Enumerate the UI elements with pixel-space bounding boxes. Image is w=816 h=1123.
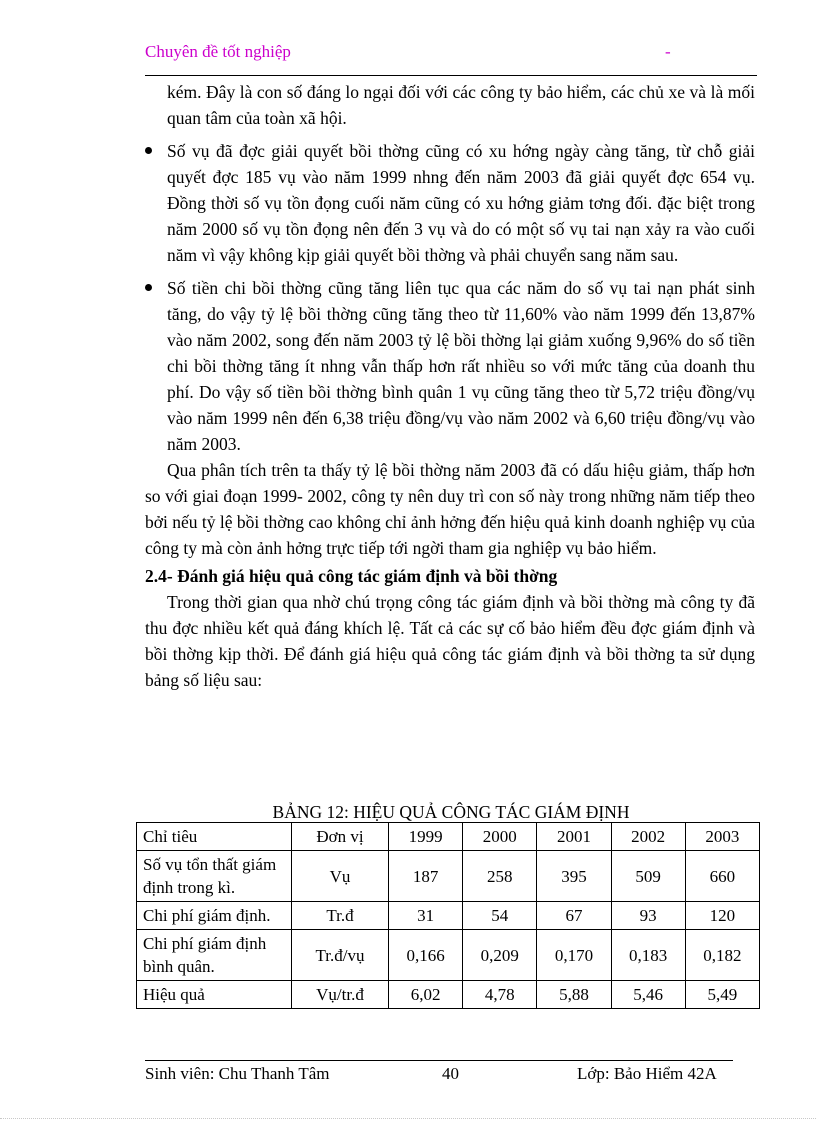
header-dash: - [665,42,671,61]
footer-page-number: 40 [442,1064,459,1083]
table-row [137,851,760,902]
table-row [137,902,760,930]
table-cell: 660 [685,851,759,902]
footer-rule [145,1060,733,1061]
table-cell: Chi phí giám định. [137,902,292,930]
table-cell: 54 [463,902,537,930]
table-cell: 5,49 [685,981,759,1009]
table-cell: 120 [685,902,759,930]
table-cell: 0,183 [611,930,685,981]
page-edge-line [0,1118,816,1119]
header-cell: 2002 [611,823,685,851]
table-cell: 93 [611,902,685,930]
bullet-dot-icon [145,284,152,291]
footer-class: Lớp: Bảo Hiểm 42A [577,1064,717,1083]
bullet-item [145,138,755,268]
bullet-text: Số vụ đã đợc giải quyết bồi thờng cũng có xu hớng ngày càng tăng, từ chỗ giải quyết đợc 185 vụ vào năm 1999 nhng đến năm 2003 đã giải quyết đợc 654 vụ. Đồng thời số vụ tồn đọng cuối năm cũng có xu hớng giảm tơng đối. đặc biệt trong năm 2000 số vụ tồn đọng nên đến 3 vụ và do có một số vụ tai nạn xảy ra vào cuối năm vì vậy không kịp giải quyết bồi thờng và phải chuyển sang năm sau. [167,141,755,265]
header-rule [145,75,757,76]
table-cell: Chi phí giám định bình quân. [137,930,292,981]
analysis-paragraph: Qua phân tích trên ta thấy tỷ lệ bồi thờng năm 2003 đã có dấu hiệu giảm, thấp hơn so với giai đoạn 1999- 2002, công ty nên duy trì con số này trong những năm tiếp theo bởi nếu tỷ lệ bồi thờng cao không chỉ ảnh hởng đến hiệu quả kinh doanh nghiệp vụ của công ty mà còn ảnh hởng trực tiếp tới ngời tham gia nghiệp vụ bảo hiểm. [145,460,755,558]
table-cell: 67 [537,902,611,930]
footer-student: Sinh viên: Chu Thanh Tâm [145,1064,330,1083]
table-row [137,930,760,981]
header-cell: 2000 [463,823,537,851]
table-cell: 31 [389,902,463,930]
table-cell: 258 [463,851,537,902]
table-cell: 5,46 [611,981,685,1009]
table-cell: Vụ/tr.đ [292,981,389,1009]
header-cell: 2001 [537,823,611,851]
section-heading: 2.4- Đánh giá hiệu quả công tác giám định và bồi thờng [145,566,558,586]
table-cell: 0,166 [389,930,463,981]
bullet-dot-icon [145,147,152,154]
table-cell: 6,02 [389,981,463,1009]
page-header [145,40,755,70]
table-cell: 5,88 [537,981,611,1009]
table-cell: 0,170 [537,930,611,981]
body-text [145,79,755,693]
table-cell: 0,209 [463,930,537,981]
header-title: Chuyên đề tốt nghiệp [145,42,291,61]
data-table [136,822,760,1009]
table-cell: Hiệu quả [137,981,292,1009]
table-cell: 187 [389,851,463,902]
header-cell: Chỉ tiêu [137,823,292,851]
continuation-paragraph: kém. Đây là con số đáng lo ngại đối với các công ty bảo hiểm, các chủ xe và là mối quan tâm của toàn xã hội. [167,82,755,128]
table-cell: 0,182 [685,930,759,981]
table-cell: Vụ [292,851,389,902]
page-footer [145,1064,745,1088]
table-cell: 395 [537,851,611,902]
table-cell: Tr.đ [292,902,389,930]
header-cell: 2003 [685,823,759,851]
table-cell: 4,78 [463,981,537,1009]
table-cell: Tr.đ/vụ [292,930,389,981]
table-row [137,981,760,1009]
intro-paragraph: Trong thời gian qua nhờ chú trọng công tác giám định và bồi thờng mà công ty đã thu đợc nhiều kết quả đáng khích lệ. Tất cả các sự cố bảo hiểm đều đợc giám định và bồi thờng kịp thời. Để đánh giá hiệu quả công tác giám định và bồi thờng ta sử dụng bảng số liệu sau: [145,592,755,690]
table-cell: 509 [611,851,685,902]
header-cell: 1999 [389,823,463,851]
table-header-row [137,823,760,851]
table-cell: Số vụ tổn thất giám định trong kì. [137,851,292,902]
table-title: BẢNG 12: HIỆU QUẢ CÔNG TÁC GIÁM ĐỊNH [272,802,630,822]
bullet-text: Số tiền chi bồi thờng cũng tăng liên tục qua các năm do số vụ tai nạn phát sinh tăng, do vậy tỷ lệ bồi thờng cũng tăng theo từ 11,60% vào năm 1999 đến 13,87% vào năm 2002, song đến năm 2003 tỷ lệ bồi thờng lại giảm xuống 9,96% do số tiền chi bồi thờng tăng ít nhng vẫn thấp hơn rất nhiều so với mức tăng của doanh thu phí. Do vậy số tiền bồi thờng bình quân 1 vụ cũng tăng theo từ 5,72 triệu đồng/vụ vào năm 1999 nên đến 6,38 triệu đồng/vụ vào năm 2002 và 6,60 triệu đồng/vụ vào năm 2003. [167,278,755,454]
bullet-item [145,275,755,457]
header-cell: Đơn vị [292,823,389,851]
